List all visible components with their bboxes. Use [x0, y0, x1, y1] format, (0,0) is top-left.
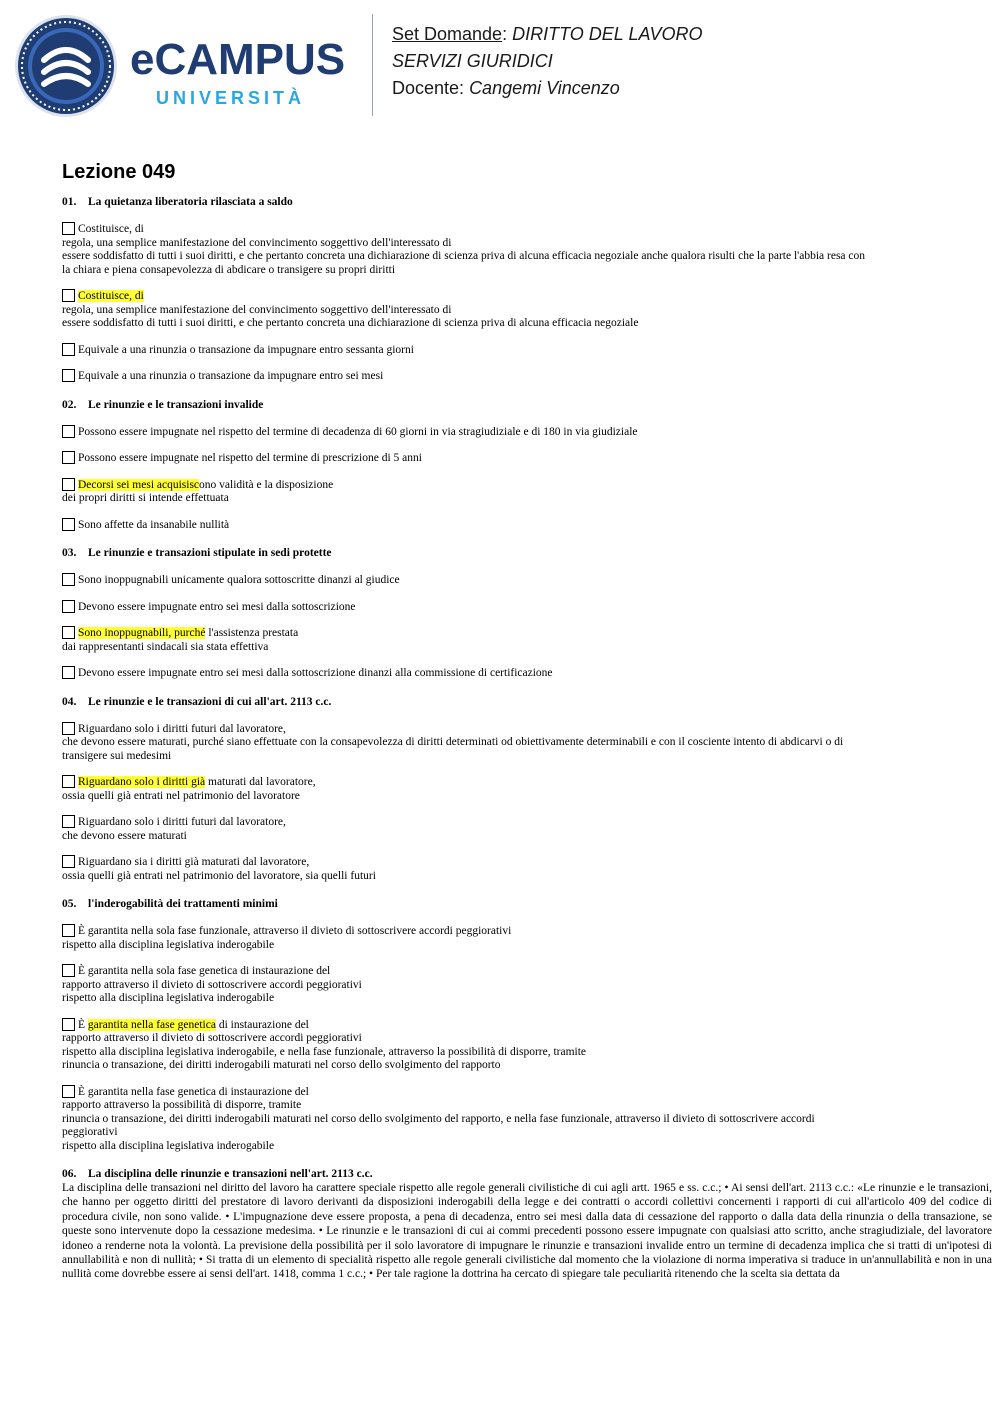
- answer-option[interactable]: [62, 518, 992, 533]
- header-divider: [372, 14, 373, 116]
- question-title: [62, 1167, 992, 1181]
- document-header: [0, 0, 1000, 130]
- option-text-line: dei propri diritti si intende effettuata: [62, 492, 229, 504]
- checkbox[interactable]: [62, 425, 75, 438]
- question-06: [62, 1167, 992, 1282]
- checkbox[interactable]: [62, 518, 75, 531]
- answer-option[interactable]: [62, 666, 992, 681]
- option-text-line: Sono affette da insanabile nullità: [78, 518, 230, 531]
- highlighted-answer-text: Riguardano solo i diritti già: [78, 776, 206, 788]
- answer-option[interactable]: [62, 815, 992, 843]
- checkbox[interactable]: [62, 343, 75, 356]
- logo-wordmark: eCAMPUS: [130, 35, 346, 84]
- set-value: DIRITTO DEL LAVORO: [512, 24, 703, 44]
- option-text-line: rapporto attraverso il divieto di sottoscrivere accordi peggiorativi: [62, 978, 362, 991]
- option-text-line: È garantita nella sola fase funzionale, attraverso il divieto di sottoscrivere accordi peggiorativi: [78, 925, 512, 937]
- question-list: [62, 195, 992, 1153]
- answer-option[interactable]: [62, 722, 992, 764]
- answer-option[interactable]: [62, 425, 992, 440]
- option-text-line: Equivale a una rinunzia o transazione da impugnare entro sessanta giorni: [78, 343, 414, 356]
- checkbox[interactable]: [62, 722, 75, 735]
- docente-line: [392, 77, 620, 99]
- option-text-line: rispetto alla disciplina legislativa inderogabile, e nella fase funzionale, attraverso la possibilità di disporre, tramite: [62, 1045, 587, 1058]
- question-05: [62, 897, 992, 1153]
- option-text-line: rispetto alla disciplina legislativa inderogabile: [62, 992, 275, 1004]
- option-text-line: rapporto attraverso il divieto di sottoscrivere accordi peggiorativi: [62, 1032, 362, 1044]
- option-text-line: rinuncia o transazione, dei diritti inderogabili maturati nel corso dello svolgimento del rapporto, e nella fase funzionale, attraverso il divieto di sottoscrivere accordi: [62, 1112, 815, 1125]
- checkbox[interactable]: [62, 369, 75, 382]
- checkbox[interactable]: [62, 924, 75, 937]
- answer-option[interactable]: [62, 775, 992, 803]
- checkbox[interactable]: [62, 666, 75, 679]
- question-number: 06.: [62, 1168, 77, 1180]
- question-text: Le rinunzie e transazioni stipulate in sedi protette: [88, 547, 332, 559]
- answer-option[interactable]: [62, 924, 992, 952]
- option-text-line: È garantita nella fase genetica di instaurazione del: [78, 1085, 309, 1098]
- answer-option[interactable]: [62, 478, 992, 506]
- set-line: Set Domande: DIRITTO DEL LAVORO: [392, 24, 703, 44]
- option-text-line: rispetto alla disciplina legislativa inderogabile: [62, 1139, 275, 1152]
- document-body: [62, 160, 992, 1296]
- question-number: 01.: [62, 196, 77, 208]
- question-number: 05.: [62, 898, 77, 910]
- option-text-line: di instaurazione del: [215, 1018, 309, 1031]
- university-emblem-icon: [14, 14, 118, 118]
- docente-value: Cangemi Vincenzo: [469, 78, 620, 98]
- logo-subtitle: UNIVERSITÀ: [156, 88, 306, 108]
- question-number: 04.: [62, 695, 77, 708]
- answer-option[interactable]: [62, 1085, 992, 1154]
- question-02: [62, 398, 992, 533]
- answer-option[interactable]: [62, 573, 992, 588]
- question-text: Le rinunzie e le transazioni di cui all'art. 2113 c.c.: [88, 695, 332, 708]
- answer-option[interactable]: [62, 289, 992, 331]
- option-text-line: Possono essere impugnate nel rispetto del termine di decadenza di 60 giorni in via stragiudiziale e di 180 in via giudiziale: [78, 425, 638, 438]
- question-text: La disciplina delle rinunzie e transazioni nell'art. 2113 c.c.: [88, 1168, 373, 1180]
- docente-label: Docente:: [392, 78, 465, 98]
- option-text-line: peggiorativi: [62, 1126, 118, 1138]
- open-answer-text: La disciplina delle transazioni nel diritto del lavoro ha carattere speciale rispetto alle regole generali civilistiche di cui agli artt. 1965 e ss. c.c.; • Ai sensi dell'art. 2113 c.c.: «Le rinunzie e le transazioni, che hanno per oggetto diritti del prestatore di lavoro derivanti da disposizioni inderogabili della legge e dei contratti o accordi collettivi concernenti i rapporti di cui all'articolo 409 del codice di procedura civile, non sono valide. • L'impugnazione deve essere proposta, a pena di decadenza, entro sei mesi dalla data di cessazione del rapporto o dalla data della rinunzia o della transazione, se queste sono intervenute dopo la cessazione medesima. • Le rinunzie e le transazioni di cui ai commi precedenti possono essere impugnate con qualsiasi atto scritto, anche stragiudiziale, del lavoratore idoneo a renderne nota la volontà. La previsione della possibilità per il solo lavoratore di impugnare le rinunzie e transazioni invalide entro un termine di decadenza implica che si tratti di un'ipotesi di annullabilità e non di nullità; • Si tratta di un elemento di specialità rispetto alle regole generali civilistiche dal momento che la violazione di norma imperativa si traduce in un'annullabilità e non in una nullità come dovrebbe essere ai sensi dell'art. 1418, comma 1 c.c.; • Per tale ragione la dottrina ha cercato di spiegare tale peculiarità ritenendo che la scelta sia dettata da: [62, 1182, 992, 1281]
- option-text-line: dai rappresentanti sindacali sia stata effettiva: [62, 640, 269, 653]
- checkbox[interactable]: [62, 478, 75, 491]
- option-text-line: Riguardano solo i diritti futuri dal lavoratore,: [78, 722, 286, 735]
- option-text-line: È garantita nella sola fase genetica di instaurazione del: [78, 965, 331, 977]
- highlighted-answer-text: garantita nella fase genetica: [87, 1018, 216, 1031]
- subject-line: [392, 50, 553, 72]
- answer-option[interactable]: [62, 1018, 992, 1073]
- question-title: [62, 546, 992, 560]
- answer-option[interactable]: [62, 369, 992, 384]
- option-text-line: essere soddisfatto di tutti i suoi diritti, e che pertanto concreta una dichiarazione di scienza priva di alcuna efficacia negoziale: [62, 317, 639, 329]
- checkbox[interactable]: [62, 222, 75, 235]
- highlighted-answer-text: Costituisce, di: [78, 290, 144, 302]
- question-text: La quietanza liberatoria rilasciata a saldo: [88, 196, 293, 208]
- question-number: 03.: [62, 547, 77, 559]
- checkbox[interactable]: [62, 775, 75, 788]
- option-text-line: rinuncia o transazione, dei diritti inderogabili maturati nel corso dello svolgimento del rapporto: [62, 1059, 501, 1071]
- checkbox[interactable]: [62, 1018, 75, 1031]
- option-text-line: Devono essere impugnate entro sei mesi dalla sottoscrizione: [78, 600, 356, 613]
- option-text-line: ono validità e la disposizione: [199, 478, 334, 491]
- option-text-line: regola, una semplice manifestazione del convincimento soggettivo dell'interessato di: [62, 236, 452, 249]
- option-text-line: Equivale a una rinunzia o transazione da impugnare entro sei mesi: [78, 370, 384, 382]
- option-text-line: l'assistenza prestata: [205, 627, 299, 639]
- question-title: [62, 897, 992, 911]
- checkbox[interactable]: [62, 573, 75, 586]
- checkbox[interactable]: [62, 451, 75, 464]
- question-04: [62, 695, 992, 884]
- checkbox[interactable]: [62, 1085, 75, 1098]
- option-prefix: È: [78, 1018, 88, 1031]
- option-text-line: Possono essere impugnate nel rispetto del termine di prescrizione di 5 anni: [78, 452, 422, 464]
- option-text-line: che devono essere maturati, purché siano effettuate con la consapevolezza di diritti determinati od obiettivamente determinabili e con il cosciente intento di abdicarvi o di: [62, 736, 844, 748]
- checkbox[interactable]: [62, 626, 75, 639]
- option-text-line: che devono essere maturati: [62, 829, 187, 842]
- checkbox[interactable]: [62, 600, 75, 613]
- answer-option[interactable]: [62, 451, 992, 466]
- lesson-title: Lezione 049: [62, 161, 176, 183]
- option-text-line: Costituisce, di: [78, 223, 144, 235]
- subject-value: SERVIZI GIURIDICI: [392, 51, 553, 71]
- checkbox[interactable]: [62, 855, 75, 868]
- answer-option[interactable]: [62, 343, 992, 358]
- option-text-line: Devono essere impugnate entro sei mesi dalla sottoscrizione dinanzi alla commissione di certificazione: [78, 667, 553, 679]
- checkbox[interactable]: [62, 815, 75, 828]
- answer-option[interactable]: [62, 222, 992, 277]
- option-text-line: essere soddisfatto di tutti i suoi diritti, e che pertanto concreta una dichiarazione di scienza priva di alcuna efficacia negoziale anche qualora risulti che la parte l'abbia resa con: [62, 250, 866, 262]
- checkbox[interactable]: [62, 289, 75, 302]
- option-text-line: transigere sui medesimi: [62, 749, 172, 762]
- option-text-line: rapporto attraverso la possibilità di disporre, tramite: [62, 1099, 302, 1111]
- option-text-line: maturati dal lavoratore,: [205, 776, 316, 788]
- answer-option[interactable]: [62, 855, 992, 883]
- option-text-line: rispetto alla disciplina legislativa inderogabile: [62, 938, 275, 951]
- question-title: [62, 695, 992, 709]
- option-text-line: Sono inoppugnabili unicamente qualora sottoscritte dinanzi al giudice: [78, 574, 400, 586]
- question-title: [62, 398, 992, 412]
- highlighted-answer-text: Decorsi sei mesi acquisisc: [78, 478, 200, 491]
- question-01: [62, 195, 992, 384]
- option-text-line: la chiara e piena consapevolezza di abdicare o transigere su propri diritti: [62, 263, 396, 276]
- checkbox[interactable]: [62, 964, 75, 977]
- option-text-line: ossia quelli già entrati nel patrimonio del lavoratore, sia quelli futuri: [62, 869, 376, 882]
- option-text-line: regola, una semplice manifestazione del convincimento soggettivo dell'interessato di: [62, 303, 452, 316]
- option-text-line: Riguardano solo i diritti futuri dal lavoratore,: [78, 816, 286, 828]
- answer-option[interactable]: [62, 626, 992, 654]
- question-title: [62, 195, 992, 209]
- set-label: Set Domande: [392, 24, 503, 44]
- answer-option[interactable]: [62, 600, 992, 615]
- question-text: Le rinunzie e le transazioni invalide: [88, 398, 264, 411]
- option-text-line: ossia quelli già entrati nel patrimonio del lavoratore: [62, 789, 300, 802]
- question-03: [62, 546, 992, 681]
- highlighted-answer-text: Sono inoppugnabili, purché: [78, 627, 206, 639]
- question-text: l'inderogabilità dei trattamenti minimi: [88, 898, 278, 910]
- option-text-line: Riguardano sia i diritti già maturati dal lavoratore,: [78, 856, 310, 868]
- question-number: 02.: [62, 398, 77, 411]
- answer-option[interactable]: [62, 964, 992, 1006]
